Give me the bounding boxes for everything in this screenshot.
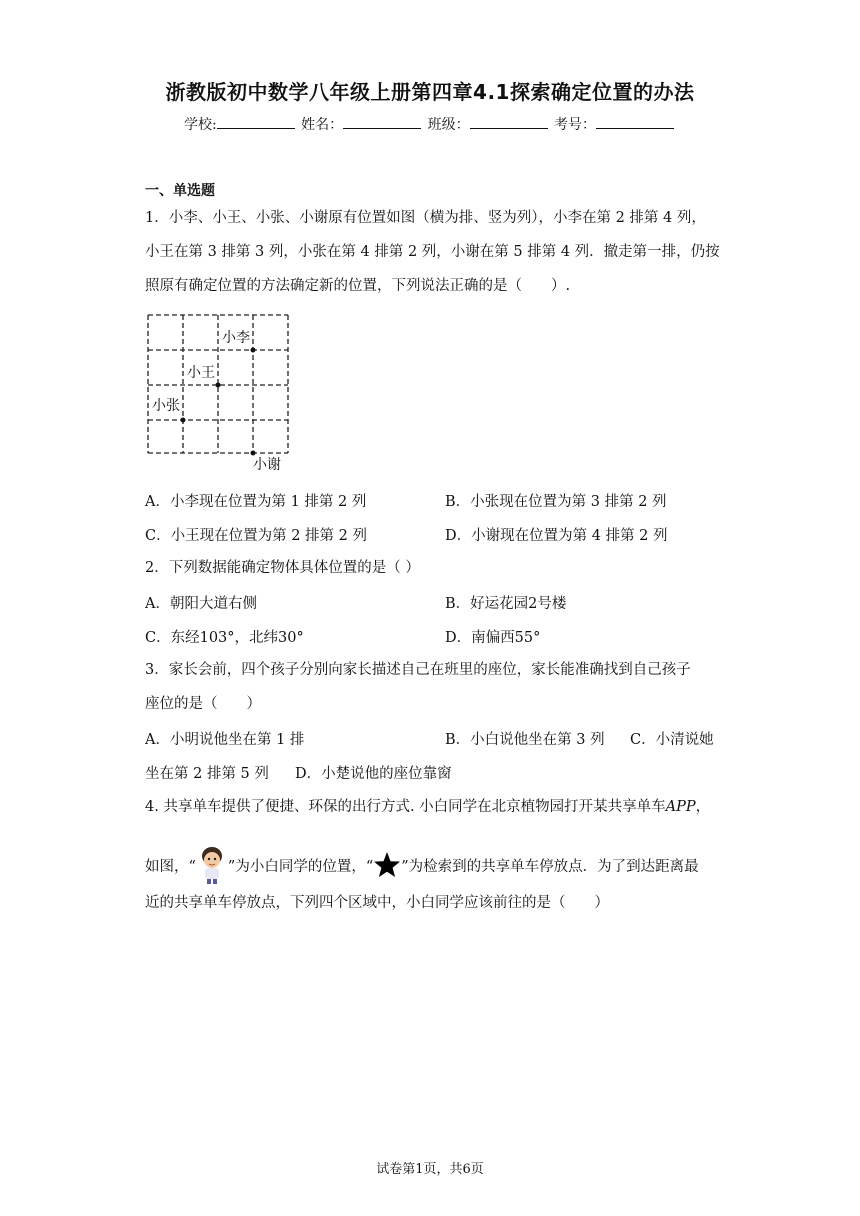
q2-option-d[interactable]: D．南偏西55° (445, 630, 541, 646)
q4-line-2-b: ”为小白同学的位置，“ (227, 859, 374, 875)
school-label: 学校: (183, 117, 217, 133)
q2-option-a[interactable]: A．朝阳大道右侧 (145, 596, 257, 612)
xiaoli-label: 小李 (222, 330, 250, 346)
q2-stem: 2．下列数据能确定物体具体位置的是（ ） (145, 560, 420, 576)
xiaoli-point (251, 348, 256, 353)
exam-no-label: 考号： (554, 117, 597, 133)
xiaozhang-label: 小张 (152, 398, 180, 414)
name-blank (343, 116, 421, 129)
q1-line-1: 1．小李、小王、小张、小谢原有位置如图（横为排、竖为列），小李在第 2 排第 4 列， (145, 210, 706, 226)
name-label: 姓名： (301, 117, 344, 133)
q1-line-2: 小王在第 3 排第 3 列，小张在第 4 排第 2 列，小谢在第 5 排第 4 列．撤走第一排，仍按 (145, 244, 720, 260)
q4-line-2-a: 如图，“ (145, 859, 196, 875)
class-label: 班级： (427, 117, 470, 133)
seating-grid-figure (140, 310, 300, 475)
q4-line-3: 近的共享单车停放点，下列四个区域中，小白同学应该前往的是（ ） (145, 895, 609, 911)
xiaoxie-label: 小谢 (253, 457, 281, 473)
boy-avatar-icon (196, 845, 228, 885)
q3-option-d[interactable]: D．小楚说他的座位靠窗 (295, 766, 452, 782)
q1-line-3: 照原有确定位置的方法确定新的位置，下列说法正确的是（ ）. (145, 278, 571, 294)
q2-option-c[interactable]: C．东经103°，北纬30° (145, 630, 304, 646)
xiaozhang-point (181, 418, 186, 423)
q4-line-2 (145, 845, 699, 885)
q3-option-a[interactable]: A．小明说他坐在第 1 排 (145, 732, 305, 748)
q4-line-1 (145, 797, 710, 817)
class-blank (470, 116, 548, 129)
q2-option-b[interactable]: B．好运花园2号楼 (445, 596, 567, 612)
xiaowang-label: 小王 (187, 365, 215, 381)
q4-line-2-c: ”为检索到的共享单车停放点．为了到达距离最 (401, 859, 699, 875)
q4-line-1-end: ， (695, 799, 711, 815)
section-title: 一、单选题 (145, 183, 215, 199)
q4-line-1-text: 4. 共享单车提供了便捷、环保的出行方式. 小白同学在北京植物园打开某共享单车 (145, 799, 666, 815)
q3-line-2: 座位的是（ ） (145, 696, 261, 712)
xiaowang-point (216, 383, 221, 388)
xiaoxie-point (251, 451, 256, 456)
exam-no-blank (596, 116, 674, 129)
q4-app-text: APP (665, 799, 696, 815)
q1-option-c[interactable]: C．小王现在位置为第 2 排第 2 列 (145, 528, 367, 544)
black-star-icon (373, 851, 401, 879)
q3-line-1: 3．家长会前，四个孩子分别向家长描述自己在班里的座位，家长能准确找到自己孩子 (145, 662, 691, 678)
q1-option-a[interactable]: A．小李现在位置为第 1 排第 2 列 (145, 494, 367, 510)
q1-option-d[interactable]: D．小谢现在位置为第 4 排第 2 列 (445, 528, 668, 544)
q3-option-c-part-2[interactable]: 坐在第 2 排第 5 列 (145, 766, 269, 782)
q1-option-b[interactable]: B．小张现在位置为第 3 排第 2 列 (445, 494, 667, 510)
page-title: 浙教版初中数学八年级上册第四章4.1探索确定位置的办法 (165, 80, 695, 104)
q3-option-b[interactable]: B．小白说他坐在第 3 列 (445, 732, 605, 748)
student-info-line (0, 114, 860, 134)
school-blank (217, 116, 295, 129)
page-footer: 试卷第1页，共6页 (376, 1162, 484, 1177)
q3-option-c-part-1[interactable]: C．小清说她 (630, 732, 714, 748)
